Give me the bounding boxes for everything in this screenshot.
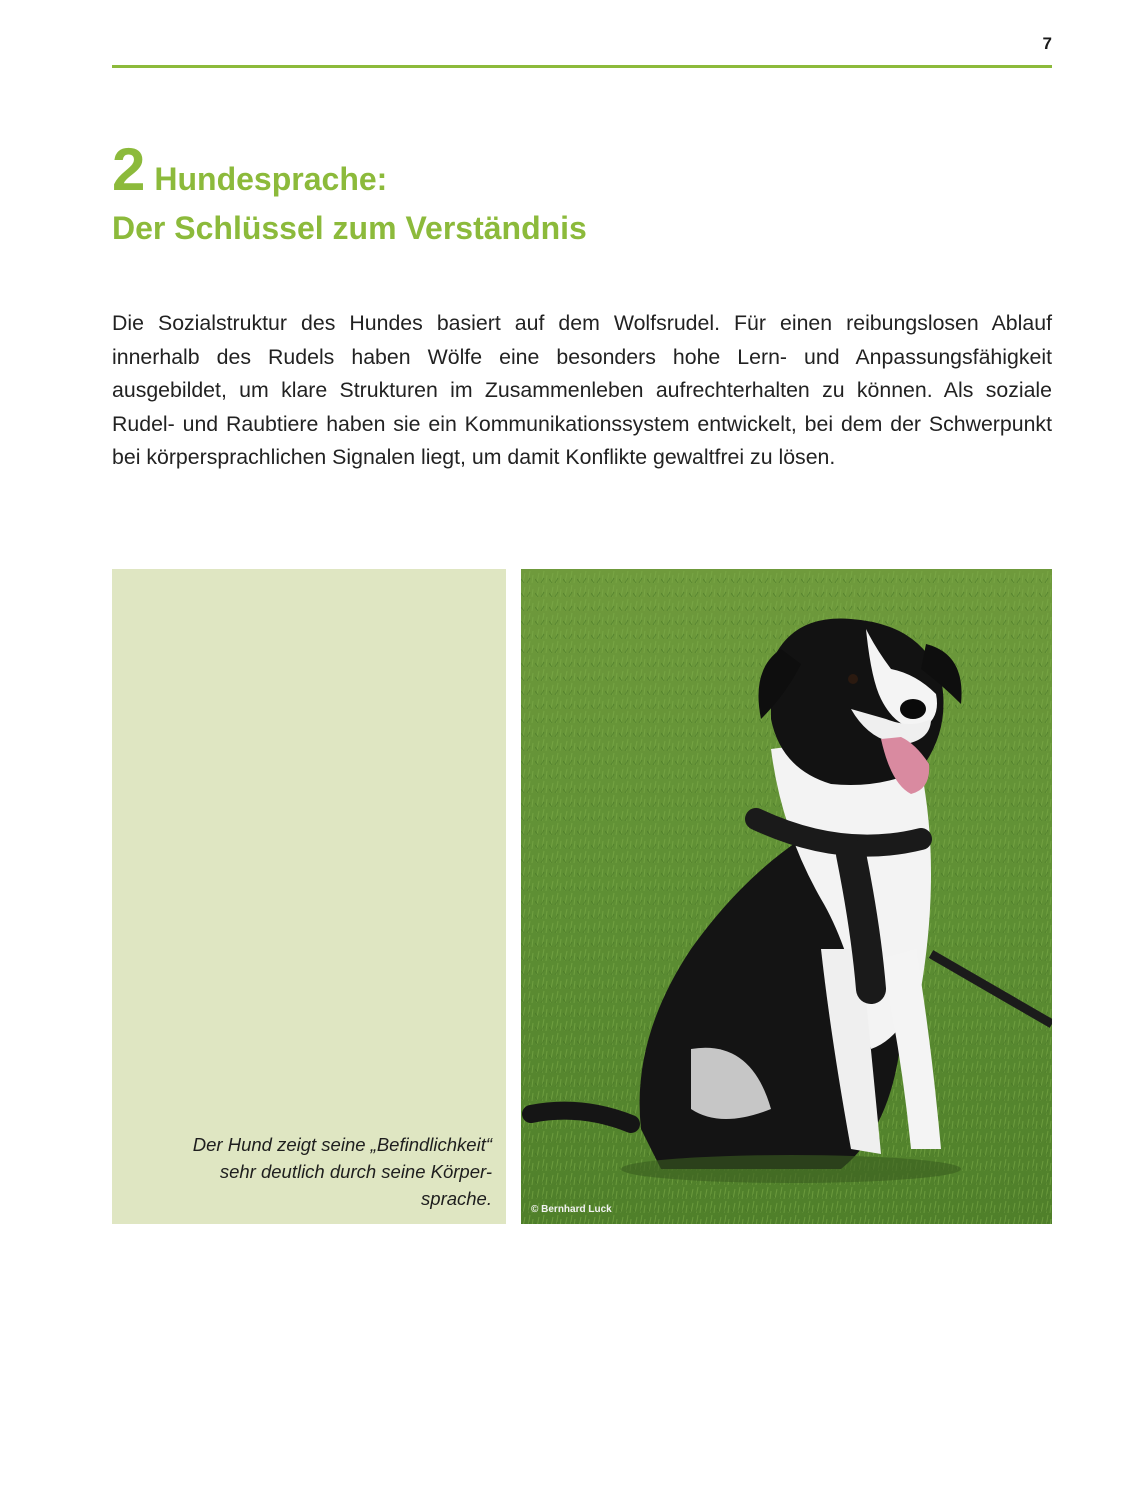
chapter-number: 2 bbox=[112, 136, 145, 203]
body-paragraph: Die Sozialstruktur des Hundes basiert auf dem Wolfsrudel. Für einen reibungslosen Ablauf innerhalb des Rudels haben Wölfe eine besonders hohe Lern- und Anpassungsfähigkeit ausgebildet, um klare Strukturen im Zusammenleben aufrechterhalten zu können. Als soziale Rudel- und Raubtiere haben sie ein Kommunikationssystem entwickelt, bei dem der Schwerpunkt bei körpersprachlichen Signalen liegt, um damit Konflikte gewaltfrei zu lösen. bbox=[112, 311, 1052, 470]
chapter-heading-line1 bbox=[112, 138, 587, 202]
chapter-title-line1: Hundesprache: bbox=[154, 161, 388, 197]
dog-illustration bbox=[521, 569, 1052, 1224]
caption-line2: sehr deutlich durch seine Körper- bbox=[219, 1161, 492, 1182]
chapter-title-line2: Der Schlüssel zum Verständnis bbox=[112, 210, 587, 246]
caption-line1: Der Hund zeigt seine „Befindlichkeit“ bbox=[192, 1134, 492, 1155]
chapter-heading bbox=[112, 138, 587, 250]
caption-box bbox=[112, 569, 506, 1224]
figure-caption bbox=[132, 1131, 492, 1212]
page-number: 7 bbox=[1042, 34, 1052, 53]
header-rule bbox=[112, 65, 1052, 68]
caption-line3: sprache. bbox=[421, 1188, 492, 1209]
dog-photo bbox=[521, 569, 1052, 1224]
photo-credit: © Bernhard Luck bbox=[531, 1204, 612, 1215]
